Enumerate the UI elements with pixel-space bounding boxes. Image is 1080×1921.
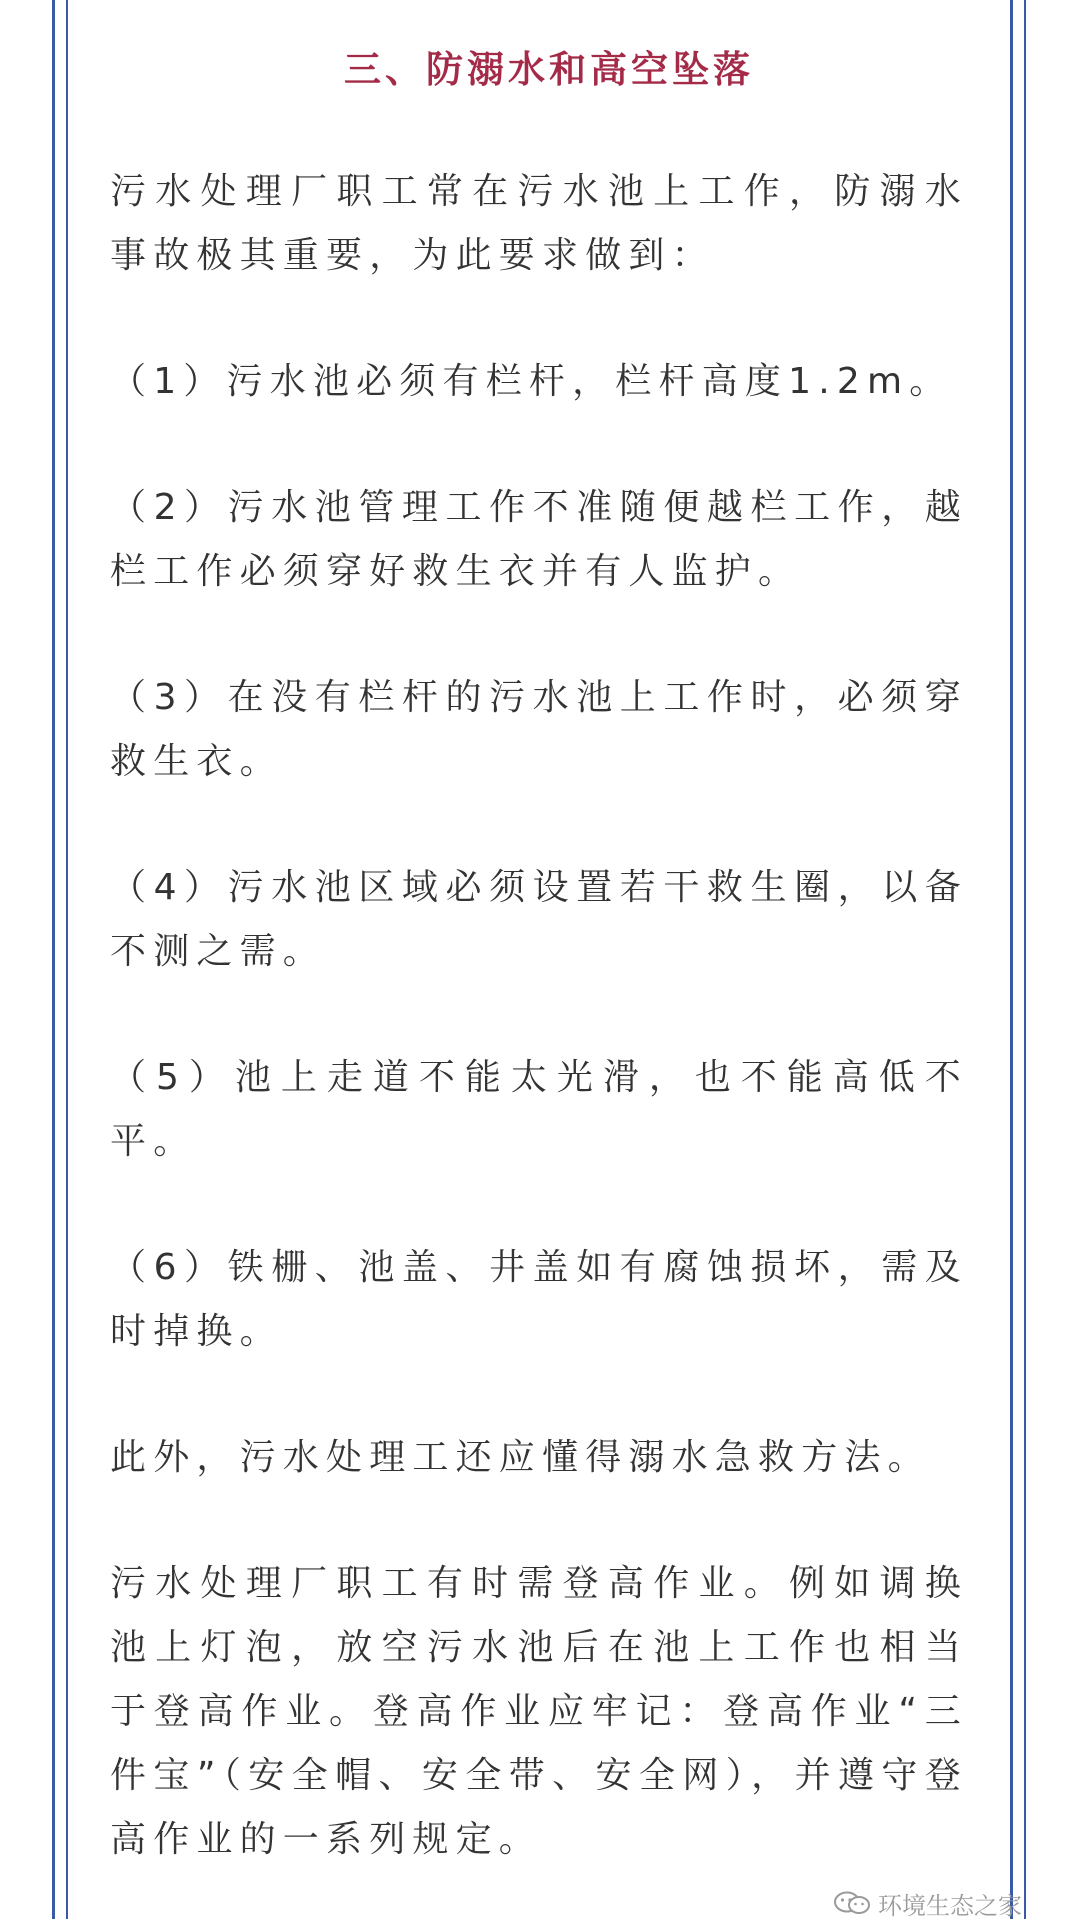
list-item: （5）池上走道不能太光滑，也不能高低不平。 <box>110 1057 968 1162</box>
left-inner-border <box>66 0 68 1919</box>
right-outer-border <box>1024 0 1026 1919</box>
wechat-icon <box>832 1890 872 1916</box>
watermark-text: 环境生态之家 <box>878 1891 1022 1920</box>
note-paragraph: 此外，污水处理工还应懂得溺水急救方法。 <box>110 1437 931 1478</box>
intro-paragraph: 污水处理厂职工常在污水池上工作，防溺水事故极其重要，为此要求做到： <box>110 171 968 276</box>
final-paragraph: 污水处理厂职工有时需登高作业。例如调换池上灯泡，放空污水池后在池上工作也相当于登高作业。登高作业应牢记：登高作业“三件宝”（安全帽、安全带、安全网），并遵守登高作业的一系列规定。 <box>110 1563 968 1860</box>
article-body <box>110 30 968 1872</box>
list-item: （1）污水池必须有栏杆，栏杆高度1.2m。 <box>110 361 953 402</box>
list-item: （4）污水池区域必须设置若干救生圈，以备不测之需。 <box>110 867 968 972</box>
watermark <box>832 1888 1022 1918</box>
list-item: （2）污水池管理工作不准随便越栏工作，越栏工作必须穿好救生衣并有人监护。 <box>110 487 968 592</box>
left-outer-border <box>52 0 55 1919</box>
list-item: （6）铁栅、池盖、井盖如有腐蚀损坏，需及时掉换。 <box>110 1247 968 1352</box>
list-item: （3）在没有栏杆的污水池上工作时，必须穿救生衣。 <box>110 677 968 782</box>
right-inner-border <box>1010 0 1013 1919</box>
section-title: 三、防溺水和高空坠落 <box>344 48 754 91</box>
